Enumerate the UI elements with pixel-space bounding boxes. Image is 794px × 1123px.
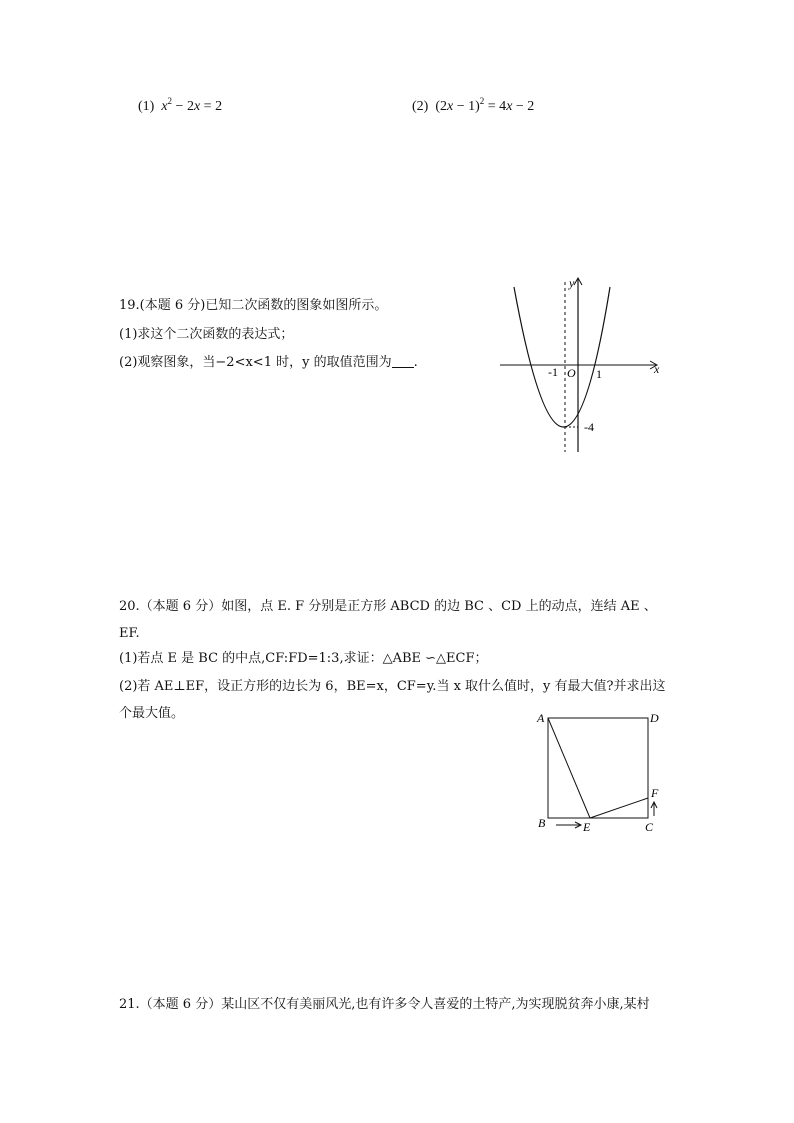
q20-sub2-line1: (2)若 AE⊥EF，设正方形的边长为 6，BE=x，CF=y.当 x 取什么值时，y 有最大值?并求出这 bbox=[119, 679, 666, 694]
x-axis-label: x bbox=[654, 362, 660, 376]
q21-stem: 21.（本题 6 分）某山区不仅有美丽风光,也有许多令人喜爱的土特产,为实现脱贫奔小康,某村 bbox=[119, 997, 650, 1012]
label-d: D bbox=[650, 711, 659, 725]
q20-stem-line2: EF. bbox=[119, 626, 140, 641]
one-label: 1 bbox=[596, 367, 602, 381]
y-axis-label: y bbox=[569, 276, 575, 290]
q20-square-figure bbox=[530, 705, 670, 840]
neg-four-label: -4 bbox=[584, 420, 594, 434]
q19-stem: 19.(本题 6 分)已知二次函数的图象如图所示。 bbox=[119, 298, 388, 313]
q18-part1: (1) $x^2 - 2x = 2$ bbox=[138, 96, 223, 114]
parabola-curve bbox=[514, 287, 610, 427]
q20-sub1: (1)若点 E 是 BC 的中点,CF:FD=1:3,求证：△ABE ∽△ECF； bbox=[119, 651, 488, 666]
answer-blank bbox=[392, 355, 414, 368]
segment-ae bbox=[548, 718, 590, 818]
label-a: A bbox=[537, 711, 545, 725]
q19-sub2 bbox=[119, 355, 418, 371]
q18-part2: (2) $(2x - 1)^2 = 4x - 2$ bbox=[412, 96, 535, 114]
q19-sub2-end: . bbox=[413, 355, 418, 370]
label-c: C bbox=[645, 820, 654, 834]
origin-label: O bbox=[567, 366, 576, 380]
q20-sub2-line2: 个最大值。 bbox=[119, 706, 185, 721]
label-f: F bbox=[651, 786, 659, 800]
label-b: B bbox=[538, 816, 546, 830]
segment-ef bbox=[590, 798, 648, 818]
q19-parabola-graph bbox=[490, 270, 670, 460]
q20-stem-line1: 20.（本题 6 分）如图，点 E. F 分别是正方形 ABCD 的边 BC 、CD 上的动点，连结 AE 、 bbox=[119, 599, 657, 614]
label-e: E bbox=[583, 820, 591, 834]
neg-one-label: -1 bbox=[548, 365, 558, 379]
q19-sub2-text: (2)观察图象，当−2<x<1 时，y 的取值范围为 bbox=[119, 355, 392, 370]
q19-sub1: (1)求这个二次函数的表达式； bbox=[119, 327, 294, 342]
q18-part2-label: (2) bbox=[412, 99, 429, 114]
q18-part1-label: (1) bbox=[138, 99, 155, 114]
